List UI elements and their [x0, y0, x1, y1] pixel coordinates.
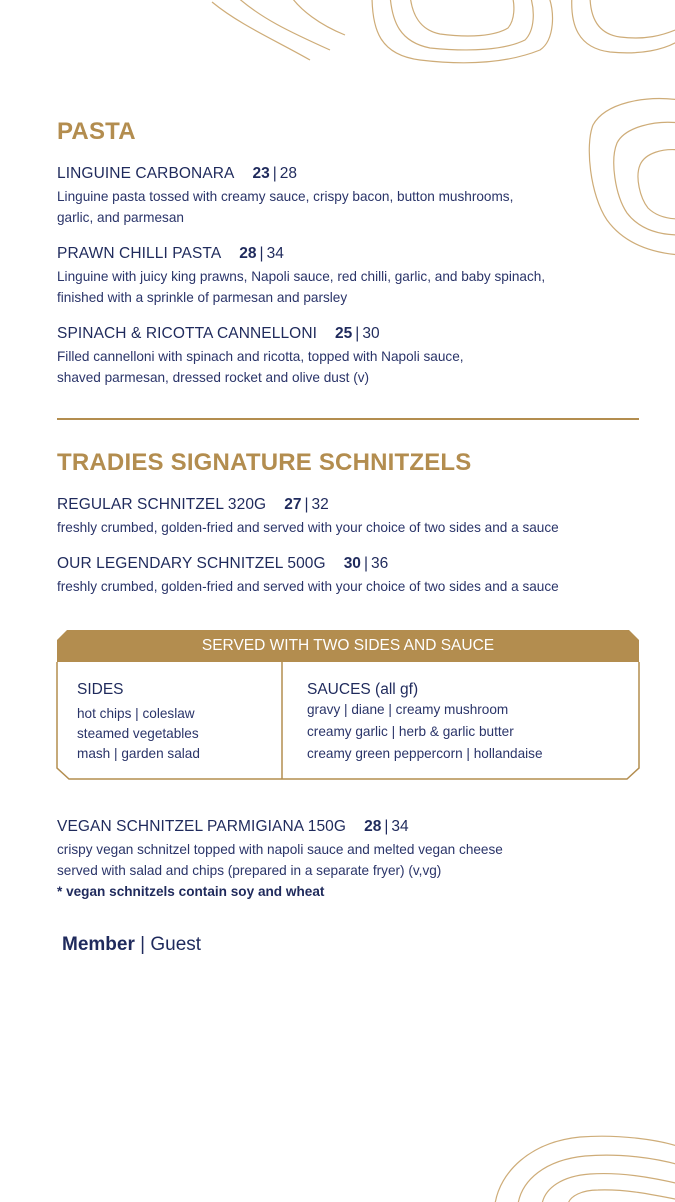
vegan-allergen-note: * vegan schnitzels contain soy and wheat	[57, 884, 325, 899]
item-name: VEGAN SCHNITZEL PARMIGIANA 150G	[57, 818, 347, 835]
item-description: Linguine with juicy king prawns, Napoli sauce, red chilli, garlic, and baby spinach, finished with a sprinkle of parmesan and parsley	[57, 269, 546, 305]
price-key-member: Member	[62, 934, 135, 955]
member-price: 28	[239, 245, 257, 262]
guest-price: 32	[311, 496, 329, 513]
item-name: OUR LEGENDARY SCHNITZEL 500G	[57, 555, 326, 572]
menu-item-vegan	[57, 817, 647, 902]
price-key	[62, 934, 201, 956]
sides-line: hot chips | coleslaw	[77, 706, 195, 721]
section-title-schnitzels: TRADIES SIGNATURE SCHNITZELS	[57, 449, 472, 476]
sauces-line: creamy garlic | herb & garlic butter	[307, 724, 514, 739]
guest-price: 28	[279, 165, 298, 182]
sides-title: SIDES	[77, 681, 124, 698]
sides-line: steamed vegetables	[77, 726, 199, 741]
item-description: Linguine pasta tossed with creamy sauce, crispy bacon, button mushrooms, garlic, and parmesan	[57, 189, 514, 225]
section-title-pasta: PASTA	[57, 118, 136, 145]
price-separator: |	[384, 818, 389, 835]
price-key-guest: Guest	[150, 934, 202, 955]
item-name: REGULAR SCHNITZEL 320G	[57, 496, 267, 513]
sauces-column	[307, 680, 543, 764]
guest-price: 36	[370, 555, 389, 572]
member-price: 27	[284, 496, 302, 513]
item-description: freshly crumbed, golden-fried and served with your choice of two sides and a sauce	[57, 579, 559, 594]
price-separator: |	[304, 496, 309, 513]
sides-box-header: SERVED WITH TWO SIDES AND SAUCE	[201, 637, 495, 654]
sauces-title: SAUCES (all gf)	[307, 681, 419, 698]
member-price: 28	[364, 818, 382, 835]
sauces-line: creamy green peppercorn | hollandaise	[307, 746, 543, 761]
sides-line: mash | garden salad	[77, 746, 200, 761]
item-description: Filled cannelloni with spinach and ricotta, topped with Napoli sauce, shaved parmesan, dressed rocket and olive dust (v)	[57, 349, 464, 385]
sides-column	[77, 680, 200, 764]
item-description: crispy vegan schnitzel topped with napoli sauce and melted vegan cheese served with salad and chips (prepared in a separate fryer) (v,vg)	[57, 842, 503, 878]
price-separator: |	[355, 325, 360, 342]
item-name: PRAWN CHILLI PASTA	[57, 245, 222, 262]
item-description: freshly crumbed, golden-fried and served with your choice of two sides and a sauce	[57, 520, 559, 535]
topographic-decoration-bottom	[490, 1132, 675, 1202]
guest-price: 34	[391, 818, 409, 835]
sauces-line: gravy | diane | creamy mushroom	[307, 702, 509, 717]
item-name: SPINACH & RICOTTA CANNELLONI	[57, 325, 318, 342]
member-price: 30	[343, 555, 361, 572]
guest-price: 30	[362, 325, 380, 342]
item-name: LINGUINE CARBONARA	[57, 165, 235, 182]
guest-price: 34	[266, 245, 284, 262]
price-separator: |	[363, 555, 368, 572]
member-price: 23	[252, 165, 270, 182]
price-key-separator: |	[140, 934, 146, 955]
member-price: 25	[335, 325, 353, 342]
price-separator: |	[272, 165, 277, 182]
price-separator: |	[259, 245, 264, 262]
